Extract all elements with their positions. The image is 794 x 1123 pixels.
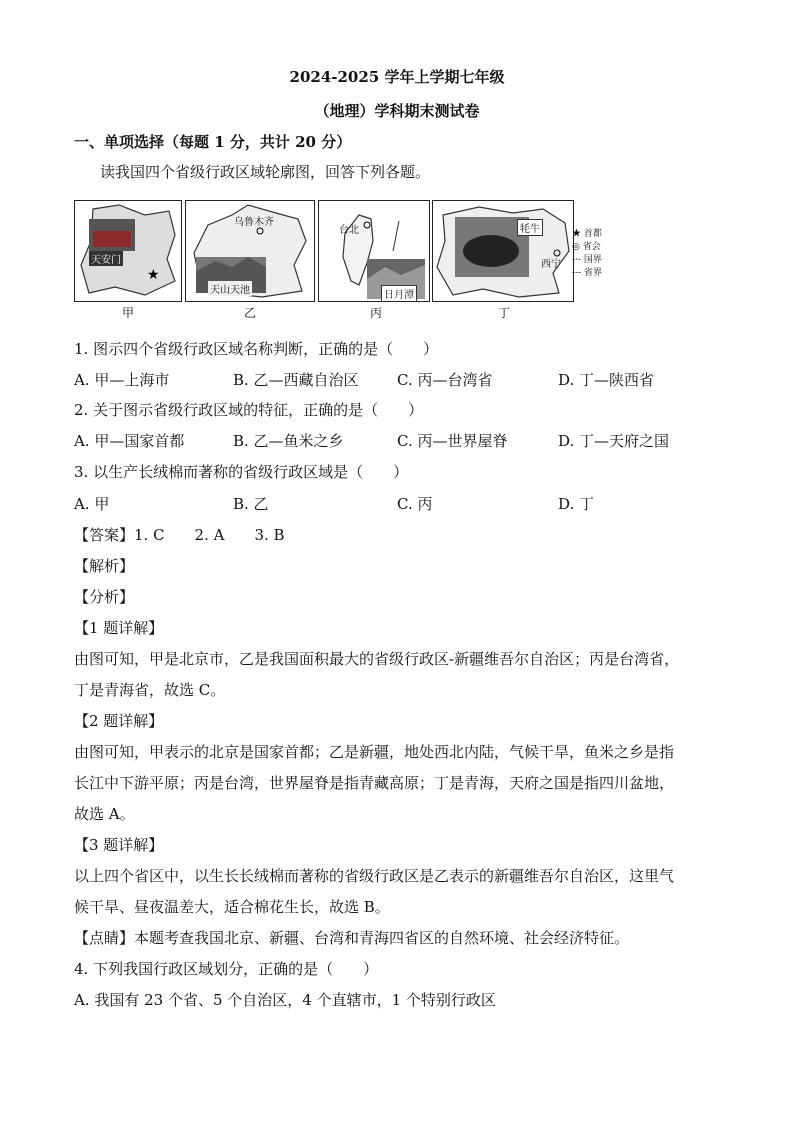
- q4-option-a: A. 我国有 23 个省、5 个自治区，4 个直辖市，1 个特别行政区: [74, 991, 496, 1009]
- detail3-heading: 【3 题详解】: [74, 836, 164, 854]
- svg-text:★: ★: [147, 267, 160, 283]
- exam-title-line1: 2024-2025 学年上学期七年级: [289, 68, 505, 86]
- map-legend: [572, 228, 602, 280]
- detail2-text-line1: 由图可知，甲表示的北京是国家首都；乙是新疆，地处西北内陆，气候干旱，鱼米之乡是指: [74, 743, 675, 761]
- capital-star-icon: ★: [572, 229, 584, 239]
- detail1-text-line1: 由图可知，甲是北京市，乙是我国面积最大的省级行政区-新疆维吾尔自治区；丙是台湾省，: [74, 650, 680, 668]
- detail1-heading: 【1 题详解】: [74, 619, 164, 637]
- legend-provincial-border: --- 省界: [572, 268, 602, 278]
- exam-title-line2: （地理）学科期末测试卷: [314, 102, 480, 120]
- panel-label-jia: 甲: [122, 306, 135, 320]
- panel-qinghai: [432, 200, 574, 302]
- provincial-capital-icon: ◎: [572, 242, 583, 252]
- q2-option-a: A. 甲—国家首都: [74, 432, 185, 450]
- section-heading: 一、单项选择（每题 1 分，共计 20 分）: [74, 133, 352, 151]
- jiexi-heading: 【解析】: [74, 557, 135, 575]
- q2-option-b: B. 乙—鱼米之乡: [233, 432, 344, 450]
- q1-option-a: A. 甲—上海市: [74, 371, 170, 389]
- q1-option-b: B. 乙—西藏自治区: [233, 371, 359, 389]
- q2-option-d: D. 丁—天府之国: [558, 432, 670, 450]
- legend-provincial-capital: ◎ 省会: [572, 242, 601, 252]
- photo-caption-yak: 牦牛: [517, 219, 543, 236]
- fenxi-heading: 【分析】: [74, 588, 135, 606]
- detail1-text-line2: 丁是青海省，故选 C。: [74, 681, 226, 699]
- panel-label-bing: 丙: [370, 306, 383, 320]
- photo-caption-tiananmen: 天安门: [89, 251, 123, 266]
- q3-option-a: A. 甲: [74, 495, 110, 513]
- dianjing-note: 【点睛】本题考查我国北京、新疆、台湾和青海四省区的自然环境、社会经济特征。: [74, 929, 630, 947]
- q1-option-c: C. 丙—台湾省: [397, 371, 493, 389]
- section-intro: 读我国四个省级行政区域轮廓图，回答下列各题。: [100, 163, 431, 181]
- q2-option-c: C. 丙—世界屋脊: [397, 432, 508, 450]
- detail2-text-line3: 故选 A。: [74, 805, 135, 823]
- photo-caption-tianchi: 天山天池: [208, 281, 252, 296]
- legend-national-border: -·- 国界: [572, 255, 602, 265]
- answer-line: 【答案】1. C 2. A 3. B: [74, 526, 285, 544]
- q3-option-d: D. 丁: [558, 495, 595, 513]
- q1-stem: 1. 图示四个省级行政区域名称判断，正确的是（ ）: [74, 340, 439, 358]
- panel-taiwan: [318, 200, 430, 302]
- q3-option-b: B. 乙: [233, 495, 269, 513]
- detail2-heading: 【2 题详解】: [74, 712, 164, 730]
- q3-stem: 3. 以生产长绒棉而著称的省级行政区域是（ ）: [74, 463, 409, 481]
- national-border-icon: -·-: [572, 255, 584, 265]
- legend-capital: ★ 首都: [572, 229, 602, 239]
- panel-beijing: [74, 200, 182, 302]
- city-label-taipei: 台北: [339, 225, 359, 236]
- panel-label-yi: 乙: [244, 306, 257, 320]
- province-outline-figure: [74, 196, 614, 318]
- detail3-text-line2: 候干旱、昼夜温差大，适合棉花生长，故选 B。: [74, 898, 390, 916]
- q4-stem: 4. 下列我国行政区域划分，正确的是（ ）: [74, 960, 379, 978]
- city-label-urumqi: 乌鲁木齐: [234, 217, 274, 228]
- city-label-xining: 西宁: [541, 259, 561, 270]
- panel-label-ding: 丁: [498, 306, 511, 320]
- q2-stem: 2. 关于图示省级行政区域的特征，正确的是（ ）: [74, 401, 424, 419]
- photo-caption-sun-moon-lake: 日月潭: [381, 285, 417, 302]
- detail3-text-line1: 以上四个省区中，以生长长绒棉而著称的省级行政区是乙表示的新疆维吾尔自治区，这里气: [74, 867, 675, 885]
- qinghai-outline-map: [433, 201, 573, 301]
- detail2-text-line2: 长江中下游平原；丙是台湾，世界屋脊是指青藏高原；丁是青海，天府之国是指四川盆地，: [74, 774, 675, 792]
- q1-option-d: D. 丁—陕西省: [558, 371, 655, 389]
- panel-xinjiang: [185, 200, 315, 302]
- provincial-border-icon: ---: [572, 268, 584, 278]
- q3-option-c: C. 丙: [397, 495, 433, 513]
